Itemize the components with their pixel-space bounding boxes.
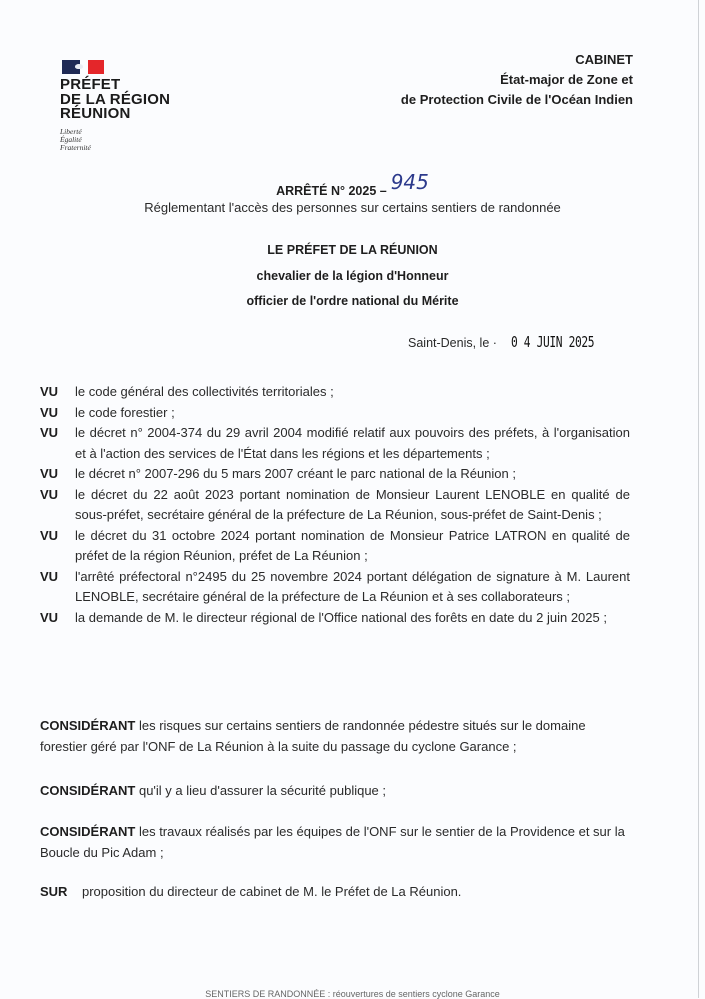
prefecture-logo [60,60,170,152]
vu-item [40,485,630,526]
issuing-service [401,50,633,110]
considerant-item [40,821,632,863]
prefet-line-2: chevalier de la légion d'Honneur [256,268,449,283]
vu-text: le décret du 22 août 2023 portant nomination de Monsieur Laurent LENOBLE en qualité de sous-préfet, secrétaire général de la préfecture de La Réunion, sous-préfet de Saint-Denis ; [75,486,630,522]
marianne-flag-icon [62,60,106,74]
vu-text: le code général des collectivités territoriales ; [75,384,334,399]
department-name: CABINET [575,52,633,67]
logo-title-line: RÉUNION [60,105,131,122]
republic-motto [60,128,170,152]
vu-text: le décret n° 2004-374 du 29 avril 2004 modifié relatif aux pouvoirs des préfets, à l'organisation et à l'action des services de l'État dans les régions et les départements ; [75,425,630,461]
considerant-text: les travaux réalisés par les équipes de l'ONF sur le sentier de la Providence et sur la Boucle du Pic Adam ; [40,824,625,860]
vu-keyword: VU [40,486,59,502]
vu-keyword: VU [40,404,59,420]
vu-text: l'arrêté préfectoral n°2495 du 25 novembre 2024 portant délégation de signature à M. Laurent LENOBLE, secrétaire général de la préfecture de La Réunion et à ses collaborateurs ; [75,568,630,604]
vu-item [40,567,630,608]
service-line-1: État-major de Zone et [500,72,633,87]
page-edge [698,0,699,998]
considerant-text: les risques sur certains sentiers de randonnée pédestre situés sur le domaine forestier géré par l'ONF de La Réunion à la suite du passage du cyclone Garance ; [40,718,586,754]
arrete-subtitle: Réglementant l'accès des personnes sur certains sentiers de randonnée [144,200,561,215]
prefet-line-1: LE PRÉFET DE LA RÉUNION [267,243,438,257]
vu-item [40,403,630,424]
arrete-heading [0,170,705,215]
vu-item [40,464,630,485]
vu-keyword: VU [40,466,59,481]
sur-text: proposition du directeur de cabinet de M. le Préfet de La Réunion. [82,884,462,899]
date-line [408,333,622,351]
arrete-number-handwritten: 945 [390,170,429,194]
sur-keyword: SUR [40,884,68,899]
service-line-2: de Protection Civile de l'Océan Indien [400,92,633,107]
page-footer: SENTIERS DE RANDONNÉE : réouvertures de sentiers cyclone Garance [205,989,500,999]
vu-text: la demande de M. le directeur régional de l'Office national des forêts en date du 2 juin 2025 ; [75,609,607,625]
considerant-text: qu'il y a lieu d'assurer la sécurité publique ; [138,783,387,798]
vu-keyword: VU [40,527,59,543]
logo-title-line: PRÉFET [60,76,121,93]
vu-keyword: VU [40,384,59,399]
vu-keyword: VU [40,609,59,625]
vu-keyword: VU [40,425,59,440]
vu-text: le décret n° 2007-296 du 5 mars 2007 créant le parc national de la Réunion ; [75,466,516,481]
considerant-keyword: CONSIDÉRANT [40,718,136,733]
vu-item [40,423,630,464]
considerant-keyword: CONSIDÉRANT [40,783,136,798]
logo-title-line: DE LA RÉGION [60,90,171,108]
arrete-title: ARRÊTÉ N° 2025 – [276,184,387,198]
considerant-item [40,715,632,757]
date-place: Saint-Denis, le · [408,336,497,350]
date-stamp: 0 4 JUIN 2025 [510,333,595,351]
motto-line: Égalité [60,134,82,144]
considerant-keyword: CONSIDÉRANT [40,824,136,839]
prefet-line-3: officier de l'ordre national du Mérite [246,294,459,308]
vu-keyword: VU [40,568,59,584]
motto-line: Liberté [60,126,82,136]
vu-text: le code forestier ; [75,404,175,420]
vu-list [40,382,630,628]
vu-text: le décret du 31 octobre 2024 portant nomination de Monsieur Patrice LATRON en qualité de préfet de la région Réunion, préfet de La Réunion ; [75,527,630,563]
motto-line: Fraternité [60,142,91,152]
vu-item [40,382,630,403]
vu-item [40,526,630,567]
vu-item [40,608,630,629]
considerant-item [40,780,632,801]
logo-title [60,78,170,122]
prefet-titles [0,238,705,315]
sur-clause [40,884,461,899]
